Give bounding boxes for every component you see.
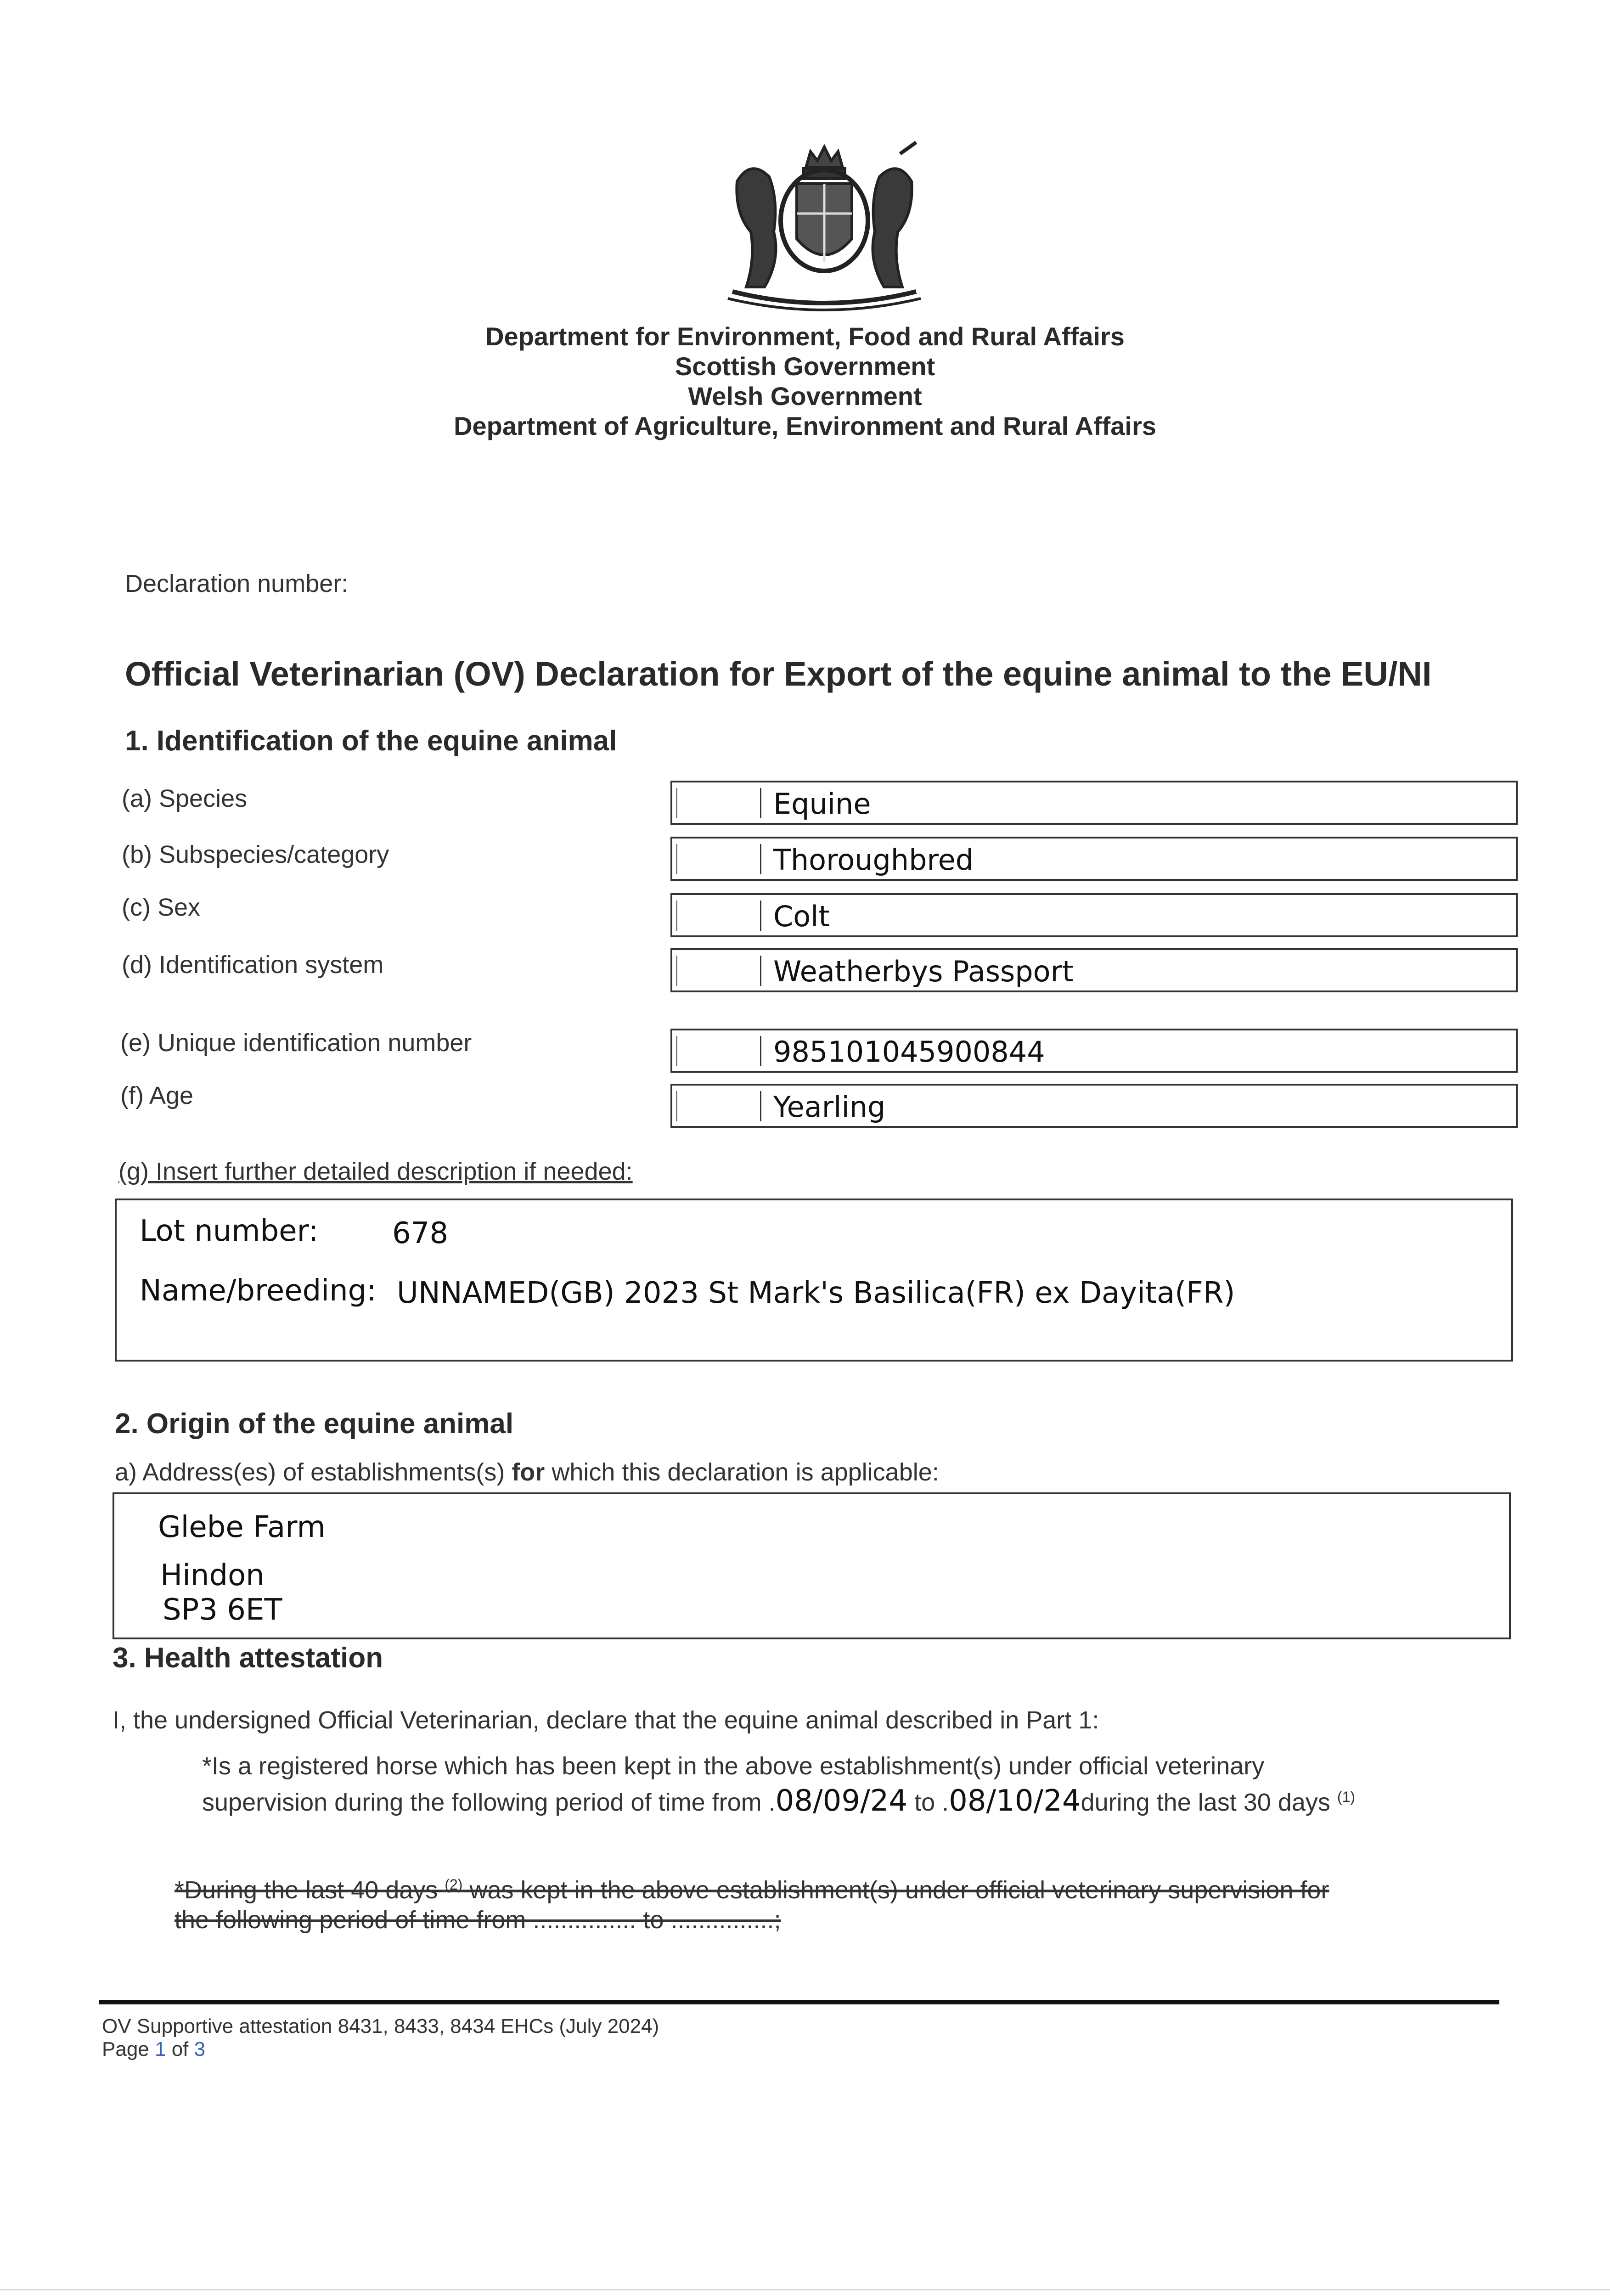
age-value: Yearling (773, 1090, 886, 1124)
section-2-heading: 2. Origin of the equine animal (115, 1408, 514, 1440)
identification-system-label: (d) Identification system (122, 951, 384, 979)
sex-value: Colt (773, 900, 830, 933)
section-3-heading: 3. Health attestation (113, 1642, 383, 1674)
address-label-prefix: a) Address(es) of establishments(s) (115, 1458, 512, 1486)
age-field (670, 1084, 1518, 1128)
lot-number-label: Lot number: (140, 1214, 319, 1248)
identification-system-value: Weatherbys Passport (773, 955, 1074, 988)
footnote-1: (1) (1337, 1789, 1356, 1805)
date-from: 08/09/24 (775, 1784, 908, 1818)
subspecies-label: (b) Subspecies/category (122, 841, 389, 868)
attestation-item-1-prefix: supervision during the following period of time from . (202, 1789, 776, 1816)
department-line-3: Welsh Government (688, 382, 922, 411)
attestation-item-1-line-2 (202, 1784, 1355, 1818)
page-prefix: Page (102, 2038, 155, 2060)
attestation-item-1-line-1: *Is a registered horse which has been kept in the above establishment(s) under official veterinary (202, 1752, 1265, 1780)
unique-id-value: 985101045900844 (773, 1035, 1045, 1069)
sex-label: (c) Sex (122, 894, 201, 921)
subspecies-field (670, 837, 1518, 881)
further-description-box (115, 1199, 1513, 1362)
lot-number-value: 678 (392, 1216, 449, 1250)
unique-id-label: (e) Unique identification number (120, 1029, 472, 1057)
page-mid: of (166, 2038, 194, 2060)
section-1-heading: 1. Identification of the equine animal (125, 725, 617, 757)
scan-edge (0, 2289, 1610, 2290)
identification-system-field (670, 948, 1518, 992)
address-line-3: SP3 6ET (163, 1593, 282, 1627)
attestation-item-2-line-2: the following period of time from ............... to ...............; (175, 1906, 781, 1934)
unique-id-field (670, 1029, 1518, 1073)
further-description-label: (g) Insert further detailed description if needed: (118, 1158, 633, 1185)
footer-text: OV Supportive attestation 8431, 8433, 8434 EHCs (July 2024) (102, 2015, 659, 2037)
address-label-suffix: which this declaration is applicable: (545, 1458, 939, 1486)
species-value: Equine (773, 787, 871, 821)
attestation-item-2-line-1 (175, 1876, 1329, 1904)
attestation-item-2-a: *During the last 40 days (175, 1876, 445, 1904)
department-line-4: Department of Agriculture, Environment and Rural Affairs (454, 411, 1156, 440)
department-line-1: Department for Environment, Food and Rural Affairs (485, 322, 1125, 351)
species-field (670, 781, 1518, 825)
page-number (102, 2038, 205, 2061)
address-line-1: Glebe Farm (158, 1510, 326, 1544)
address-label-bold: for (512, 1458, 545, 1486)
attestation-item-1-suffix: during the last 30 days (1081, 1789, 1330, 1816)
footer-rule (99, 2000, 1499, 2004)
species-label: (a) Species (122, 785, 248, 812)
age-label: (f) Age (120, 1082, 194, 1109)
sex-field (670, 893, 1518, 937)
department-line-2: Scottish Government (675, 352, 935, 381)
page-title: Official Veterinarian (OV) Declaration for Export of the equine animal to the EU/NI (125, 655, 1432, 693)
declaration-number-label: Declaration number: (125, 570, 349, 597)
address-box (113, 1492, 1511, 1639)
name-breeding-value: UNNAMED(GB) 2023 St Mark's Basilica(FR) ex Dayita(FR) (397, 1276, 1235, 1310)
date-to: 08/10/24 (949, 1784, 1081, 1818)
attestation-item-2-b: was kept in the above establishment(s) under official veterinary supervision for (462, 1876, 1329, 1904)
page-current: 1 (154, 2038, 166, 2060)
to-word: to . (907, 1789, 949, 1816)
royal-coat-of-arms (719, 140, 930, 312)
footnote-2: (2) (445, 1876, 463, 1893)
health-attestation-intro: I, the undersigned Official Veterinarian, declare that the equine animal described in Part 1: (113, 1706, 1099, 1734)
subspecies-value: Thoroughbred (773, 843, 974, 877)
name-breeding-label: Name/breeding: (140, 1274, 377, 1308)
address-label (115, 1458, 939, 1486)
page-total: 3 (194, 2038, 206, 2060)
address-line-2: Hindon (160, 1559, 265, 1593)
